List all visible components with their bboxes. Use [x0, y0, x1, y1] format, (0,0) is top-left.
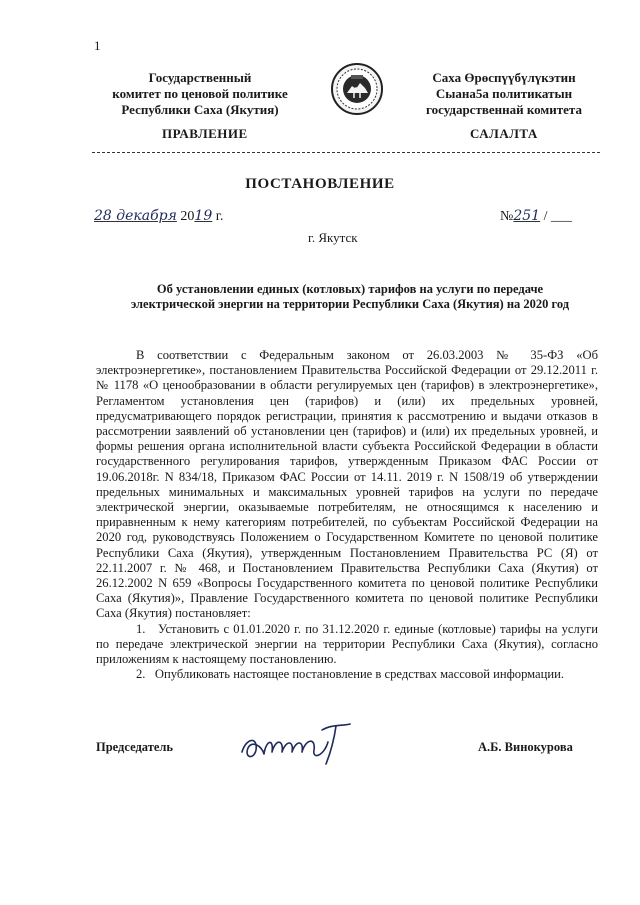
signatory-name: А.Б. Винокурова — [478, 740, 573, 754]
header-left-line: Республики Саха (Якутия) — [121, 102, 279, 117]
document-number — [500, 208, 572, 225]
number-tail: / ___ — [543, 209, 572, 224]
title-line: электрической энергии на территории Республики Саха (Якутия) на 2020 год — [130, 297, 570, 311]
document-date — [94, 208, 223, 225]
resolution-item-1: 1. Установить с 01.01.2020 г. по 31.12.2020 г. единые (котловые) тарифы на услуги по передаче электрической энергии на территории Республики Саха (Якутия), согласно приложениям к настоящему постановлению. — [96, 621, 598, 667]
dept-label-left: ПРАВЛЕНИЕ — [162, 126, 248, 141]
page-number: 1 — [94, 38, 101, 53]
header-left-line: комитет по ценовой политике — [112, 86, 288, 101]
title-line: Об установлении единых (котловых) тарифов на услуги по передаче — [156, 282, 544, 296]
republic-emblem-icon — [330, 62, 384, 116]
city: г. Якутск — [308, 230, 358, 245]
preamble-paragraph: В соответствии с Федеральным законом от 26.03.2003 № 35-ФЗ «Об электроэнергетике», постановлением Правительства Российской Федерации от 29.12.2011 г. № 1178 «О ценообразовании в области регулируемых цен (тарифов) в электроэнергетике», Регламентом установления цен (тарифов) и (или) их предельных уровней, предусматривающего порядок регистрации, принятия к рассмотрению и выдачи отказов в рассмотрении заявлений об установлении цен (тарифов) и (или) их предельных уровней, и формы решения органа исполнительной власти субъекта Российской Федерации в области государственного регулирования тарифов, утвержденным Приказом ФАС России от 19.06.2018г. N 834/18, Приказом ФАС России от 14.11. 2019 г. N 1508/19 об утверждении предельных минимальных и максимальных уровней тарифов на услуги по передаче электрической энергии, оказываемые потребителям, не относящимся к населению и приравненным к нему категориям потребителей, по субъектам Российской Федерации на 2020 год, руководствуясь Положением о Государственном Комитете по ценовой политике Республики Саха (Якутия), утвержденным Постановлением Правительства РС (Я) от 22.11.2007 г. № 468, и Постановлением Правительства Республики Саха (Якутия) от 26.12.2002 N 659 «Вопросы Государственного комитета по ценовой политике Республики Саха (Якутия)», Правление Государственного комитета по ценовой политике Республики Саха (Якутия) постановляет: — [96, 348, 598, 621]
resolution-item-2: 2. Опубликовать настоящее постановление в средствах массовой информации. — [136, 667, 565, 682]
header-right-line: Саха Өрөспүүбүлүкэтин — [432, 70, 576, 85]
document-title — [100, 282, 600, 312]
date-year-prefix: 20 — [180, 209, 195, 224]
handwritten-signature — [236, 716, 366, 768]
document-body — [96, 348, 598, 682]
header-left-line: Государственный — [148, 70, 252, 85]
header-left-org — [100, 70, 300, 118]
date-suffix: г. — [215, 209, 224, 224]
dept-label-right: САЛАЛТА — [470, 126, 538, 141]
number-value: 251 — [513, 208, 541, 224]
document-type: ПОСТАНОВЛЕНИЕ — [245, 176, 395, 192]
header-divider — [92, 152, 600, 153]
header-right-line: государственнай комитета — [426, 102, 582, 117]
number-prefix: № — [500, 209, 514, 224]
date-day-month: 28 декабря — [94, 208, 177, 224]
header-right-org — [404, 70, 604, 118]
header-right-line: Сыана5а политикатын — [435, 86, 573, 101]
signatory-title: Председатель — [96, 740, 174, 754]
date-year-hand: 19 — [194, 208, 213, 224]
